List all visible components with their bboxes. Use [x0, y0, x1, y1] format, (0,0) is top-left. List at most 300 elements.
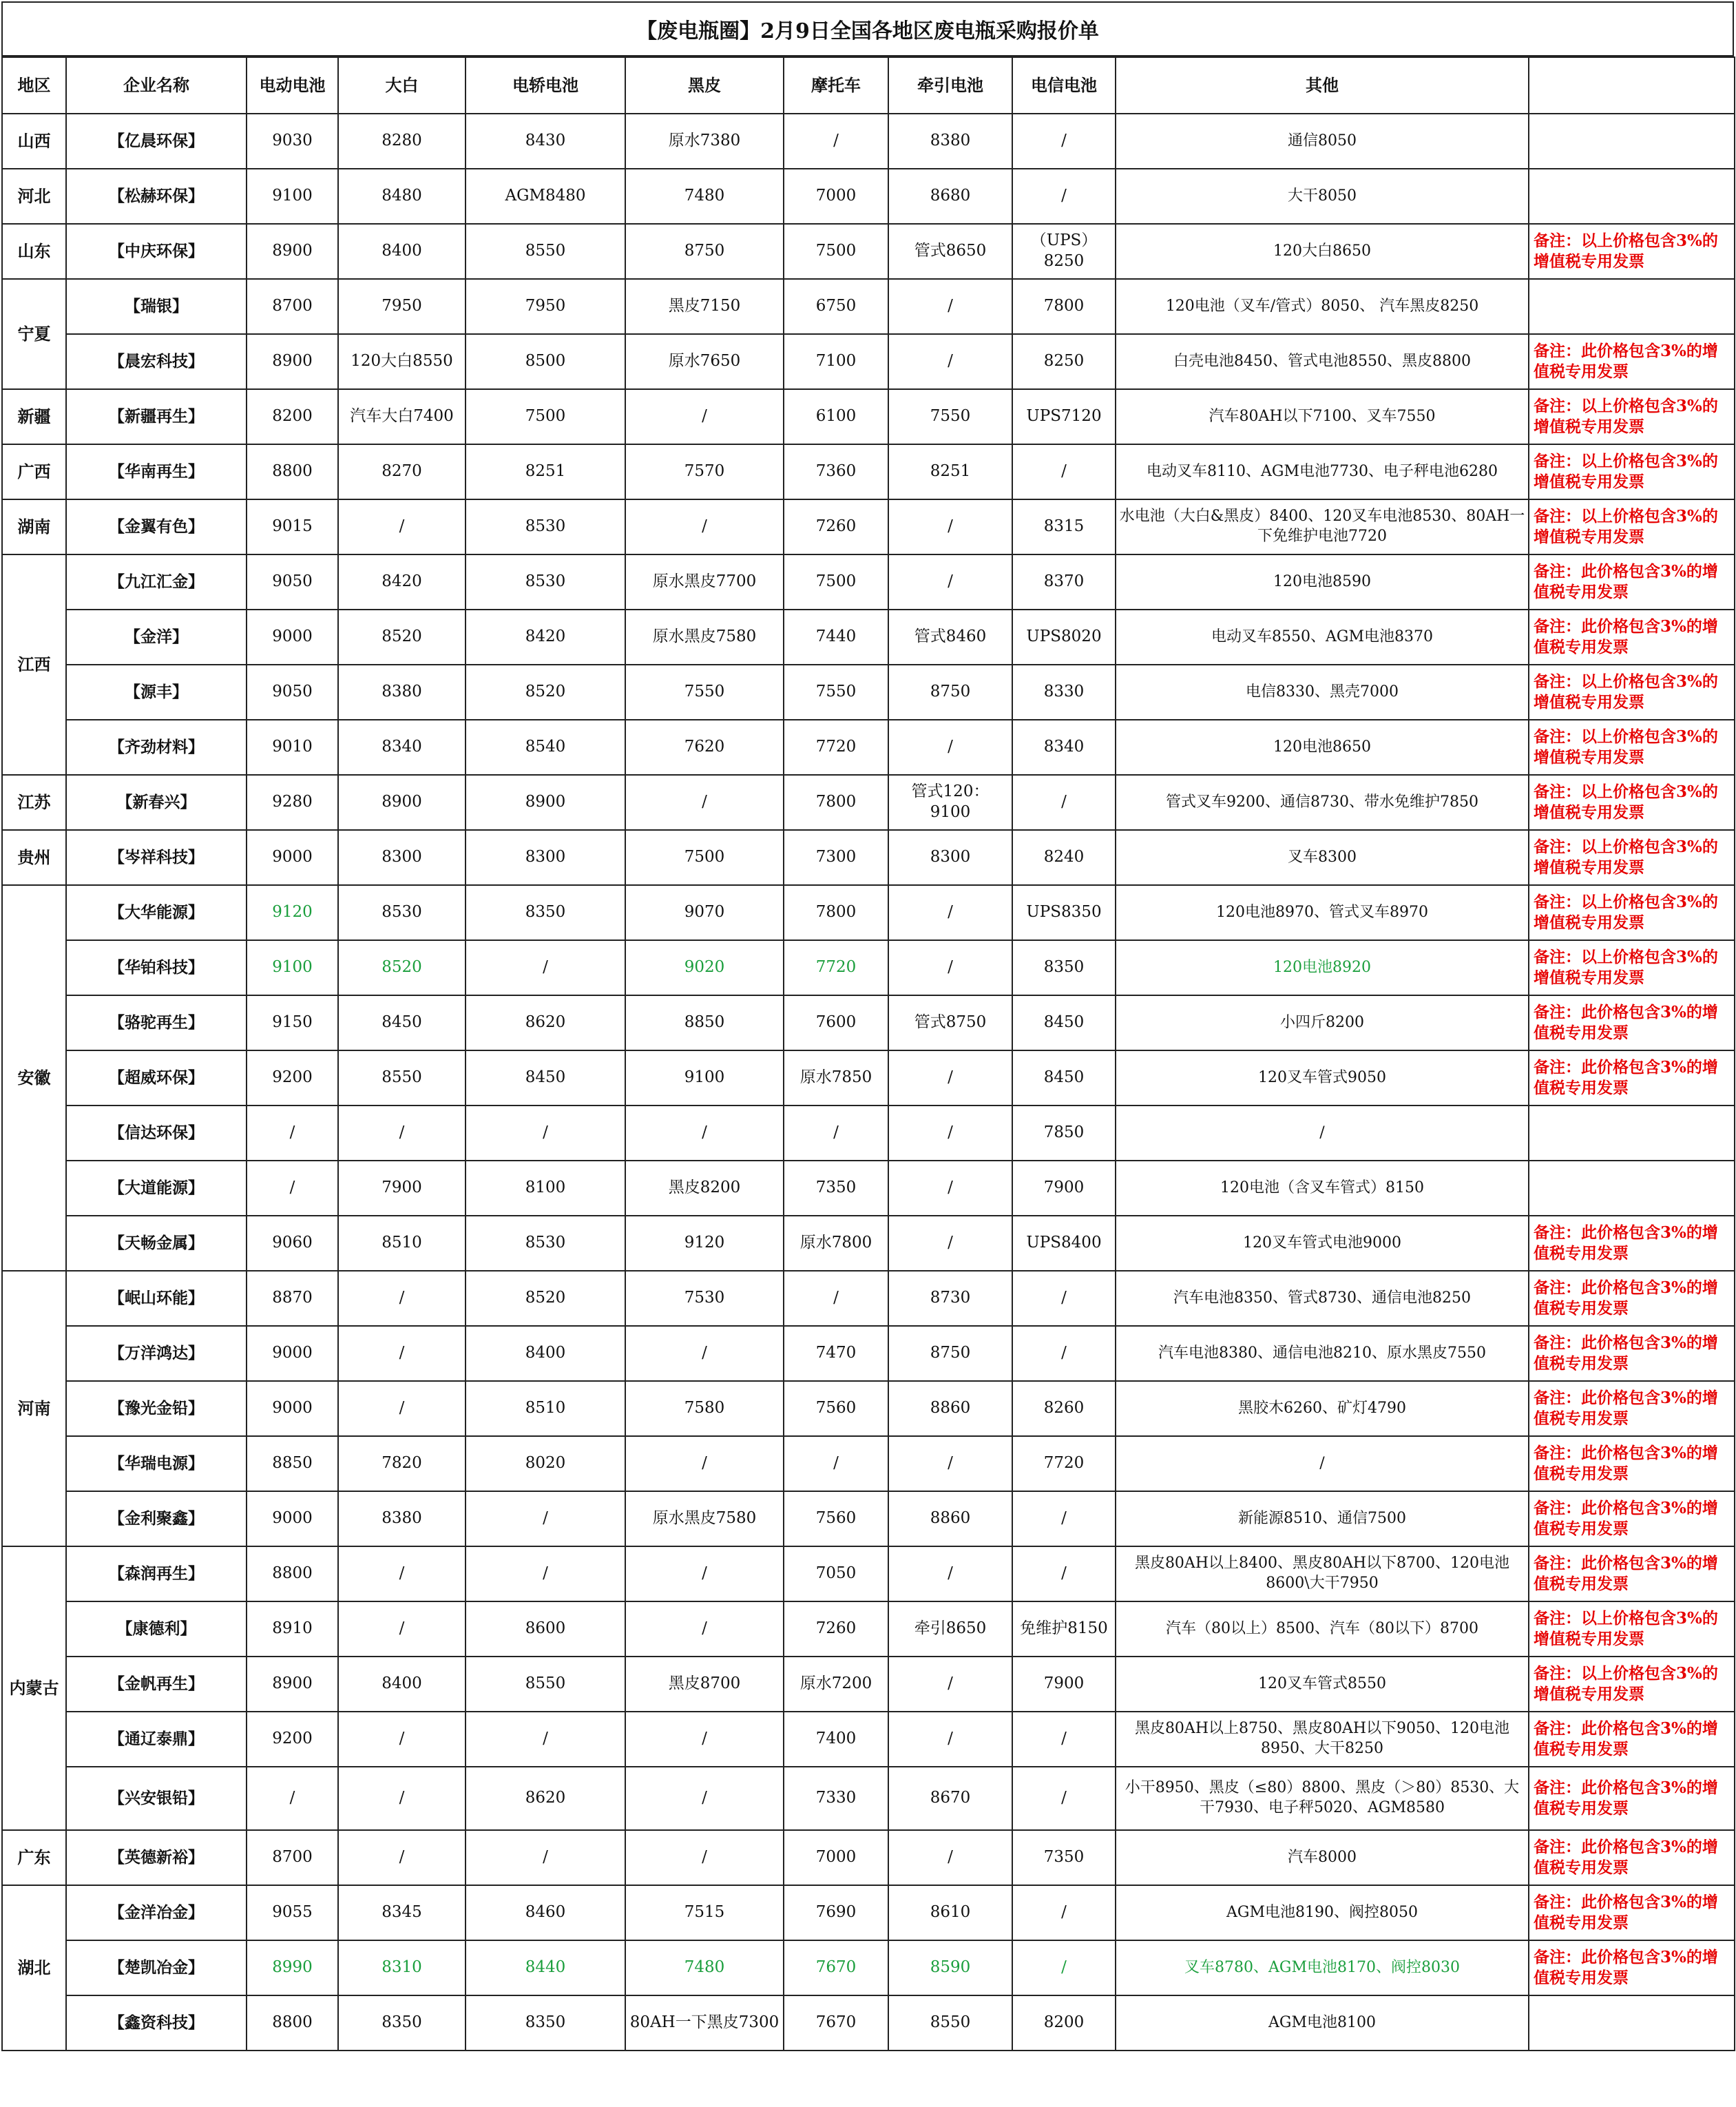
price-cell-car-battery: 8530 [466, 1216, 625, 1271]
price-cell-heipi: 7515 [625, 1885, 784, 1940]
table-row [2, 665, 1735, 720]
price-cell-dabai: 8280 [338, 114, 466, 169]
price-cell-telecom: 8240 [1012, 830, 1116, 885]
region-cell: 河北 [2, 169, 66, 224]
price-cell-telecom: / [1012, 1767, 1116, 1830]
price-cell-heipi: / [625, 1830, 784, 1885]
sheet-title: 【废电瓶圈】2月9日全国各地区废电瓶采购报价单 [1, 1, 1734, 56]
company-cell: 【九江汇金】 [66, 554, 247, 610]
price-cell-other: 电动叉车8110、AGM电池7730、电子秤电池6280 [1116, 444, 1529, 499]
price-cell-traction: / [888, 1830, 1012, 1885]
price-cell-motorcycle: 原水7200 [784, 1657, 888, 1712]
price-cell-car-battery: 8400 [466, 1326, 625, 1381]
price-cell-motorcycle: 7560 [784, 1491, 888, 1546]
price-cell-traction: 7550 [888, 389, 1012, 444]
price-cell-e-bike: 9055 [247, 1885, 338, 1940]
region-cell: 江苏 [2, 775, 66, 830]
price-cell-dabai: / [338, 1546, 466, 1601]
price-cell-car-battery: 8600 [466, 1601, 625, 1657]
price-cell-dabai: 汽车大白7400 [338, 389, 466, 444]
price-cell-heipi: 原水黑皮7580 [625, 610, 784, 665]
table-row [2, 1940, 1735, 1995]
price-cell-motorcycle: 7300 [784, 830, 888, 885]
price-cell-other: 管式叉车9200、通信8730、带水免维护7850 [1116, 775, 1529, 830]
price-cell-car-battery: 8350 [466, 885, 625, 940]
price-cell-car-battery: 8450 [466, 1050, 625, 1106]
price-cell-car-battery: 7500 [466, 389, 625, 444]
table-row [2, 1546, 1735, 1601]
price-cell-e-bike: 8200 [247, 389, 338, 444]
header-traction: 牵引电池 [888, 57, 1012, 114]
price-cell-other: 120电池（叉车/管式）8050、 汽车黑皮8250 [1116, 279, 1529, 334]
price-cell-traction: / [888, 1161, 1012, 1216]
price-cell-other: 电信8330、黑壳7000 [1116, 665, 1529, 720]
price-cell-heipi: / [625, 1712, 784, 1767]
company-cell: 【华铂科技】 [66, 940, 247, 995]
price-cell-e-bike: 8800 [247, 1995, 338, 2051]
price-cell-motorcycle: 7800 [784, 885, 888, 940]
price-cell-telecom: 8370 [1012, 554, 1116, 610]
note-cell [1529, 169, 1735, 224]
table-row [2, 885, 1735, 940]
price-cell-telecom: （UPS）8250 [1012, 224, 1116, 279]
price-cell-other: 汽车80AH以下7100、叉车7550 [1116, 389, 1529, 444]
price-cell-traction: 8670 [888, 1767, 1012, 1830]
table-row [2, 1326, 1735, 1381]
price-cell-heipi: 7530 [625, 1271, 784, 1326]
price-cell-heipi: / [625, 1106, 784, 1161]
company-cell: 【超威环保】 [66, 1050, 247, 1106]
company-cell: 【豫光金铅】 [66, 1381, 247, 1436]
price-cell-other: AGM电池8190、阀控8050 [1116, 1885, 1529, 1940]
price-cell-e-bike: 9100 [247, 169, 338, 224]
price-cell-telecom: / [1012, 1546, 1116, 1601]
price-cell-traction: 8730 [888, 1271, 1012, 1326]
company-cell: 【楚凯冶金】 [66, 1940, 247, 1995]
price-cell-heipi: 7480 [625, 1940, 784, 1995]
price-cell-dabai: 8400 [338, 224, 466, 279]
price-cell-telecom: / [1012, 1271, 1116, 1326]
table-row [2, 389, 1735, 444]
price-cell-motorcycle: 7600 [784, 995, 888, 1050]
header-motorcycle: 摩托车 [784, 57, 888, 114]
company-cell: 【中庆环保】 [66, 224, 247, 279]
header-car-battery: 电轿电池 [466, 57, 625, 114]
company-cell: 【大道能源】 [66, 1161, 247, 1216]
price-cell-other: 120电池8970、管式叉车8970 [1116, 885, 1529, 940]
price-cell-e-bike: / [247, 1161, 338, 1216]
company-cell: 【康德利】 [66, 1601, 247, 1657]
note-cell: 备注：以上价格包含3%的增值税专用发票 [1529, 720, 1735, 775]
note-cell: 备注：此价格包含3%的增值税专用发票 [1529, 1546, 1735, 1601]
price-cell-car-battery: 8300 [466, 830, 625, 885]
note-cell: 备注：此价格包含3%的增值税专用发票 [1529, 1712, 1735, 1767]
region-cell: 宁夏 [2, 279, 66, 389]
region-cell: 安徽 [2, 885, 66, 1271]
price-cell-dabai: 8420 [338, 554, 466, 610]
note-cell: 备注：此价格包含3%的增值税专用发票 [1529, 1216, 1735, 1271]
price-cell-other: 白壳电池8450、管式电池8550、黑皮8800 [1116, 334, 1529, 389]
price-cell-car-battery: / [466, 1830, 625, 1885]
note-cell: 备注：以上价格包含3%的增值税专用发票 [1529, 389, 1735, 444]
company-cell: 【英德新裕】 [66, 1830, 247, 1885]
price-cell-heipi: 9120 [625, 1216, 784, 1271]
region-cell: 贵州 [2, 830, 66, 885]
price-cell-traction: 8610 [888, 1885, 1012, 1940]
price-cell-motorcycle: 7000 [784, 169, 888, 224]
price-cell-car-battery: 8530 [466, 499, 625, 554]
price-cell-car-battery: 8520 [466, 1271, 625, 1326]
company-cell: 【大华能源】 [66, 885, 247, 940]
price-cell-dabai: 8350 [338, 1995, 466, 2051]
note-cell [1529, 1995, 1735, 2051]
price-cell-e-bike: 9100 [247, 940, 338, 995]
price-cell-other: 叉车8780、AGM电池8170、阀控8030 [1116, 1940, 1529, 1995]
price-cell-e-bike: 8870 [247, 1271, 338, 1326]
table-row [2, 1767, 1735, 1830]
price-cell-traction: 8380 [888, 114, 1012, 169]
price-cell-other: 120电池8650 [1116, 720, 1529, 775]
price-cell-heipi: 黑皮7150 [625, 279, 784, 334]
price-cell-other: 小四斤8200 [1116, 995, 1529, 1050]
header-row [2, 57, 1735, 114]
price-cell-e-bike: 8910 [247, 1601, 338, 1657]
price-cell-other: 水电池（大白&黑皮）8400、120叉车电池8530、80AH一下免维护电池7720 [1116, 499, 1529, 554]
table-row [2, 610, 1735, 665]
note-cell: 备注：以上价格包含3%的增值税专用发票 [1529, 665, 1735, 720]
region-cell: 内蒙古 [2, 1546, 66, 1830]
price-cell-motorcycle: 6750 [784, 279, 888, 334]
price-cell-traction: 8860 [888, 1381, 1012, 1436]
price-cell-heipi: 9070 [625, 885, 784, 940]
price-cell-telecom: 8330 [1012, 665, 1116, 720]
price-cell-other: 汽车8000 [1116, 1830, 1529, 1885]
region-cell: 广西 [2, 444, 66, 499]
price-cell-e-bike: 9280 [247, 775, 338, 830]
price-cell-car-battery: / [466, 940, 625, 995]
price-cell-e-bike: 8900 [247, 1657, 338, 1712]
price-cell-motorcycle: / [784, 114, 888, 169]
note-cell: 备注：以上价格包含3%的增值税专用发票 [1529, 444, 1735, 499]
price-cell-dabai: 8520 [338, 610, 466, 665]
price-cell-telecom: UPS8020 [1012, 610, 1116, 665]
price-cell-telecom: UPS7120 [1012, 389, 1116, 444]
price-cell-e-bike: 9030 [247, 114, 338, 169]
price-cell-e-bike: 9000 [247, 830, 338, 885]
company-cell: 【天畅金属】 [66, 1216, 247, 1271]
price-cell-heipi: 80AH一下黑皮7300 [625, 1995, 784, 2051]
note-cell: 备注：此价格包含3%的增值税专用发票 [1529, 1491, 1735, 1546]
table-row [2, 1601, 1735, 1657]
note-cell: 备注：此价格包含3%的增值税专用发票 [1529, 1326, 1735, 1381]
price-cell-car-battery: 8100 [466, 1161, 625, 1216]
price-cell-other: 黑胶木6260、矿灯4790 [1116, 1381, 1529, 1436]
price-cell-motorcycle: 原水7850 [784, 1050, 888, 1106]
company-cell: 【晨宏科技】 [66, 334, 247, 389]
price-cell-car-battery: 8460 [466, 1885, 625, 1940]
table-row [2, 1161, 1735, 1216]
price-cell-dabai: 8270 [338, 444, 466, 499]
note-cell: 备注：此价格包含3%的增值税专用发票 [1529, 1767, 1735, 1830]
price-cell-telecom: / [1012, 169, 1116, 224]
price-cell-heipi: / [625, 1767, 784, 1830]
company-cell: 【新春兴】 [66, 775, 247, 830]
price-cell-e-bike: 9000 [247, 610, 338, 665]
price-cell-car-battery: 8900 [466, 775, 625, 830]
price-cell-motorcycle: / [784, 1436, 888, 1491]
note-cell: 备注：此价格包含3%的增值税专用发票 [1529, 1381, 1735, 1436]
price-cell-e-bike: / [247, 1106, 338, 1161]
note-cell: 备注：此价格包含3%的增值税专用发票 [1529, 554, 1735, 610]
price-cell-car-battery: 8440 [466, 1940, 625, 1995]
note-cell [1529, 279, 1735, 334]
price-cell-other: 电动叉车8550、AGM电池8370 [1116, 610, 1529, 665]
price-cell-heipi: / [625, 1601, 784, 1657]
price-cell-car-battery: 8620 [466, 1767, 625, 1830]
price-cell-telecom: / [1012, 444, 1116, 499]
price-cell-other: 新能源8510、通信7500 [1116, 1491, 1529, 1546]
note-cell: 备注：此价格包含3%的增值税专用发票 [1529, 1885, 1735, 1940]
price-cell-other: 小干8950、黑皮（≤80）8800、黑皮（＞80）8530、大干7930、电子秤5020、AGM8580 [1116, 1767, 1529, 1830]
price-cell-traction: 8550 [888, 1995, 1012, 2051]
price-cell-car-battery: / [466, 1712, 625, 1767]
price-cell-traction: 管式8650 [888, 224, 1012, 279]
price-cell-telecom: / [1012, 1326, 1116, 1381]
price-cell-other: 汽车电池8350、管式8730、通信电池8250 [1116, 1271, 1529, 1326]
company-cell: 【岑祥科技】 [66, 830, 247, 885]
price-cell-motorcycle: 7670 [784, 1995, 888, 2051]
price-cell-e-bike: 9000 [247, 1381, 338, 1436]
company-cell: 【岷山环能】 [66, 1271, 247, 1326]
note-cell: 备注：以上价格包含3%的增值税专用发票 [1529, 940, 1735, 995]
table-row [2, 169, 1735, 224]
price-cell-motorcycle: 7550 [784, 665, 888, 720]
price-cell-e-bike: 9200 [247, 1050, 338, 1106]
price-cell-heipi: / [625, 499, 784, 554]
price-cell-e-bike: 9050 [247, 665, 338, 720]
price-cell-other: 120叉车管式电池9000 [1116, 1216, 1529, 1271]
price-cell-e-bike: 8900 [247, 224, 338, 279]
price-cell-e-bike: 9015 [247, 499, 338, 554]
price-cell-dabai: 8400 [338, 1657, 466, 1712]
table-row [2, 224, 1735, 279]
price-cell-other: 120电池8590 [1116, 554, 1529, 610]
price-cell-heipi: 7570 [625, 444, 784, 499]
table-row [2, 830, 1735, 885]
price-cell-traction: / [888, 720, 1012, 775]
table-row [2, 720, 1735, 775]
price-cell-dabai: 8300 [338, 830, 466, 885]
price-cell-e-bike: 9060 [247, 1216, 338, 1271]
region-cell: 湖北 [2, 1885, 66, 2051]
price-cell-traction: 8750 [888, 1326, 1012, 1381]
price-cell-dabai: / [338, 1106, 466, 1161]
price-cell-telecom: 8450 [1012, 995, 1116, 1050]
price-cell-heipi: 原水7380 [625, 114, 784, 169]
price-cell-dabai: 8380 [338, 665, 466, 720]
price-cell-dabai: / [338, 1712, 466, 1767]
region-cell: 江西 [2, 554, 66, 775]
price-cell-other: 叉车8300 [1116, 830, 1529, 885]
price-cell-motorcycle: 7360 [784, 444, 888, 499]
price-cell-telecom: / [1012, 1491, 1116, 1546]
header-dabai: 大白 [338, 57, 466, 114]
company-cell: 【新疆再生】 [66, 389, 247, 444]
price-cell-dabai: 8345 [338, 1885, 466, 1940]
price-cell-dabai: 8380 [338, 1491, 466, 1546]
price-cell-dabai: / [338, 1326, 466, 1381]
price-cell-traction: / [888, 885, 1012, 940]
price-cell-traction: 管式8750 [888, 995, 1012, 1050]
price-cell-telecom: 8200 [1012, 1995, 1116, 2051]
price-cell-telecom: 7720 [1012, 1436, 1116, 1491]
price-cell-e-bike: 8850 [247, 1436, 338, 1491]
price-cell-telecom: UPS8350 [1012, 885, 1116, 940]
price-cell-traction: / [888, 334, 1012, 389]
price-cell-motorcycle: 7560 [784, 1381, 888, 1436]
price-cell-traction: / [888, 1106, 1012, 1161]
note-cell [1529, 1106, 1735, 1161]
company-cell: 【金翼有色】 [66, 499, 247, 554]
table-row [2, 1436, 1735, 1491]
price-cell-dabai: 7900 [338, 1161, 466, 1216]
price-cell-other: 大干8050 [1116, 169, 1529, 224]
note-cell: 备注：以上价格包含3%的增值税专用发票 [1529, 1601, 1735, 1657]
price-cell-motorcycle: 7720 [784, 720, 888, 775]
price-cell-e-bike: 8700 [247, 1830, 338, 1885]
price-cell-car-battery: 8430 [466, 114, 625, 169]
price-cell-car-battery: 8620 [466, 995, 625, 1050]
price-cell-other: 汽车电池8380、通信电池8210、原水黑皮7550 [1116, 1326, 1529, 1381]
price-cell-heipi: 7580 [625, 1381, 784, 1436]
table-row [2, 1050, 1735, 1106]
price-cell-traction: / [888, 499, 1012, 554]
company-cell: 【森润再生】 [66, 1546, 247, 1601]
price-cell-heipi: / [625, 389, 784, 444]
header-region: 地区 [2, 57, 66, 114]
price-cell-heipi: 黑皮8200 [625, 1161, 784, 1216]
price-cell-telecom: / [1012, 1940, 1116, 1995]
price-cell-traction: 8590 [888, 1940, 1012, 1995]
price-cell-motorcycle: 7350 [784, 1161, 888, 1216]
price-cell-e-bike: 9000 [247, 1326, 338, 1381]
company-cell: 【松赫环保】 [66, 169, 247, 224]
price-cell-heipi: 9020 [625, 940, 784, 995]
price-cell-other: / [1116, 1106, 1529, 1161]
note-cell: 备注：此价格包含3%的增值税专用发票 [1529, 1050, 1735, 1106]
company-cell: 【金帆再生】 [66, 1657, 247, 1712]
price-cell-dabai: 8520 [338, 940, 466, 995]
price-cell-heipi: 原水黑皮7700 [625, 554, 784, 610]
price-cell-dabai: 7950 [338, 279, 466, 334]
table-row [2, 1712, 1735, 1767]
note-cell: 备注：以上价格包含3%的增值税专用发票 [1529, 830, 1735, 885]
header-heipi: 黑皮 [625, 57, 784, 114]
price-cell-e-bike: 9150 [247, 995, 338, 1050]
table-row [2, 279, 1735, 334]
price-cell-dabai: / [338, 1271, 466, 1326]
price-cell-telecom: 8340 [1012, 720, 1116, 775]
table-row [2, 1491, 1735, 1546]
price-cell-dabai: 8510 [338, 1216, 466, 1271]
table-row [2, 775, 1735, 830]
company-cell: 【瑞银】 [66, 279, 247, 334]
price-cell-dabai: 120大白8550 [338, 334, 466, 389]
region-cell: 山西 [2, 114, 66, 169]
region-cell: 湖南 [2, 499, 66, 554]
header-other: 其他 [1116, 57, 1529, 114]
price-cell-other: 通信8050 [1116, 114, 1529, 169]
price-cell-car-battery: 8020 [466, 1436, 625, 1491]
table-row [2, 554, 1735, 610]
price-cell-traction: / [888, 1050, 1012, 1106]
price-cell-e-bike: 8800 [247, 1546, 338, 1601]
price-cell-other: 黑皮80AH以上8750、黑皮80AH以下9050、120电池8950、大干8250 [1116, 1712, 1529, 1767]
price-cell-traction: 8251 [888, 444, 1012, 499]
price-cell-traction: / [888, 940, 1012, 995]
price-cell-traction: / [888, 1712, 1012, 1767]
price-cell-heipi: 原水黑皮7580 [625, 1491, 784, 1546]
table-row [2, 1830, 1735, 1885]
company-cell: 【鑫资科技】 [66, 1995, 247, 2051]
note-cell [1529, 114, 1735, 169]
price-cell-motorcycle: 7050 [784, 1546, 888, 1601]
table-row [2, 1271, 1735, 1326]
price-cell-traction: 管式8460 [888, 610, 1012, 665]
company-cell: 【齐劲材料】 [66, 720, 247, 775]
price-cell-motorcycle: 7400 [784, 1712, 888, 1767]
price-cell-car-battery: 8520 [466, 665, 625, 720]
price-cell-e-bike: 8700 [247, 279, 338, 334]
price-cell-heipi: / [625, 1326, 784, 1381]
price-cell-traction: / [888, 1216, 1012, 1271]
price-cell-telecom: / [1012, 1712, 1116, 1767]
price-cell-motorcycle: / [784, 1106, 888, 1161]
price-cell-traction: / [888, 1546, 1012, 1601]
price-cell-heipi: / [625, 1436, 784, 1491]
price-cell-telecom: 7900 [1012, 1161, 1116, 1216]
price-cell-motorcycle: 7330 [784, 1767, 888, 1830]
price-cell-other: 120叉车管式9050 [1116, 1050, 1529, 1106]
price-cell-e-bike: 9050 [247, 554, 338, 610]
price-cell-dabai: / [338, 1767, 466, 1830]
table-row [2, 499, 1735, 554]
price-cell-traction: 8750 [888, 665, 1012, 720]
price-cell-heipi: 9100 [625, 1050, 784, 1106]
price-cell-heipi: 原水7650 [625, 334, 784, 389]
price-cell-e-bike: 9000 [247, 1491, 338, 1546]
price-cell-heipi: 7480 [625, 169, 784, 224]
price-cell-e-bike: 9200 [247, 1712, 338, 1767]
note-cell: 备注：此价格包含3%的增值税专用发票 [1529, 1830, 1735, 1885]
price-cell-telecom: 免维护8150 [1012, 1601, 1116, 1657]
table-row [2, 114, 1735, 169]
note-cell: 备注：此价格包含3%的增值税专用发票 [1529, 1436, 1735, 1491]
price-cell-e-bike: 8990 [247, 1940, 338, 1995]
price-cell-telecom: 7350 [1012, 1830, 1116, 1885]
price-cell-traction: / [888, 1657, 1012, 1712]
price-cell-dabai: 7820 [338, 1436, 466, 1491]
price-cell-e-bike: 9010 [247, 720, 338, 775]
price-cell-motorcycle: 7100 [784, 334, 888, 389]
price-cell-heipi: / [625, 1546, 784, 1601]
price-cell-dabai: / [338, 1381, 466, 1436]
price-cell-traction: 8680 [888, 169, 1012, 224]
price-cell-telecom: 7900 [1012, 1657, 1116, 1712]
company-cell: 【金利聚鑫】 [66, 1491, 247, 1546]
price-cell-telecom: 7850 [1012, 1106, 1116, 1161]
region-cell: 河南 [2, 1271, 66, 1546]
